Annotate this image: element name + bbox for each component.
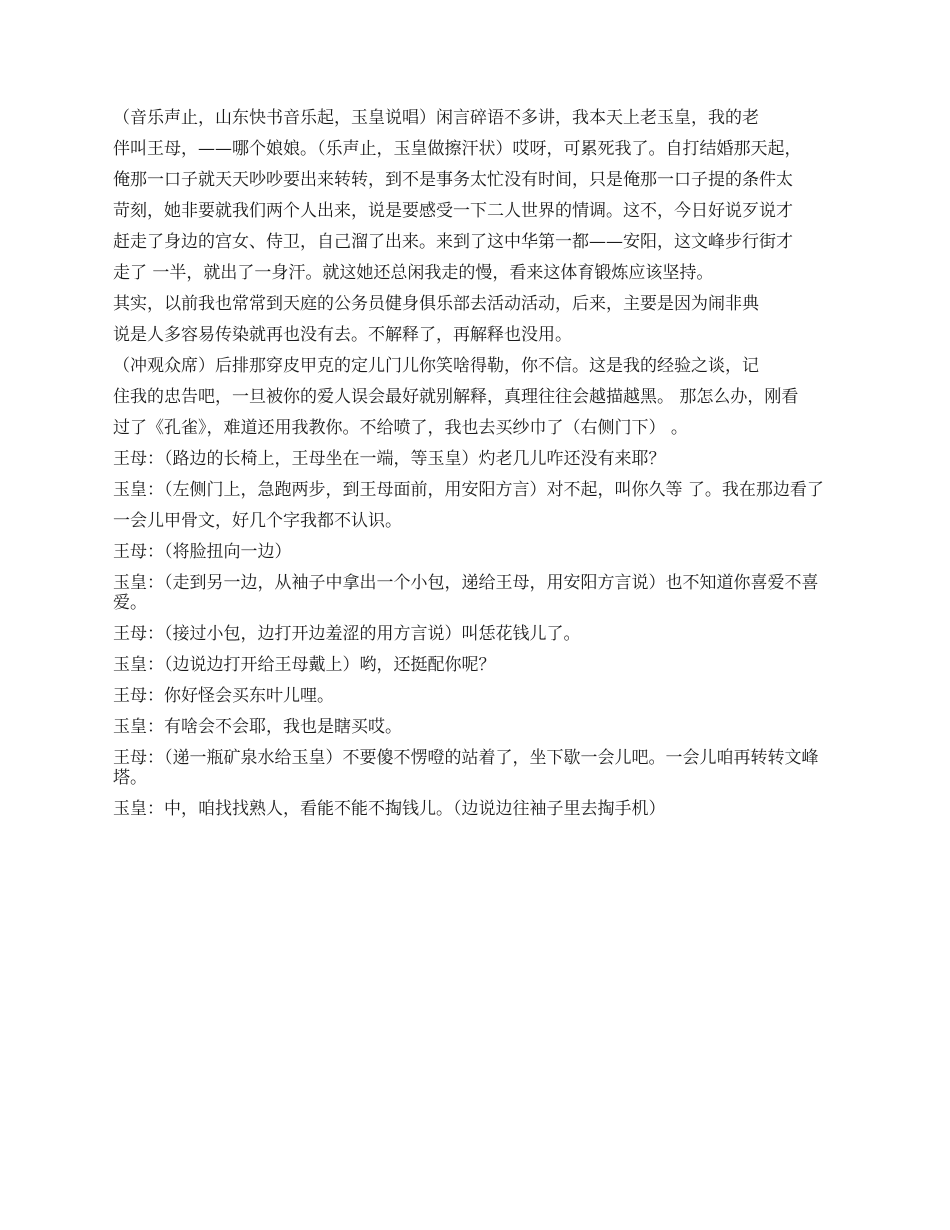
dialogue-line-yuhuang-5: 玉皇：中，咱找找熟人，看能不能不掏钱儿。（边说边往袖子里去掏手机）	[113, 799, 666, 819]
text-line-3: 俺那一口子就天天吵吵要出来转转，到不是事务太忙没有时间，只是俺那一口子提的条件太	[113, 170, 793, 190]
dialogue-line-yuhuang-1: 玉皇：（左侧门上，急跑两步，到王母面前，用安阳方言）对不起，叫你久等 了。我在那边看了	[113, 480, 824, 500]
dialogue-line-wangmu-4: 王母：你好怪会买东叶儿哩。	[113, 686, 334, 706]
dialogue-line-yuhuang-2: 玉皇：（走到另一边，从袖子中拿出一个小包，递给王母，用安阳方言说）也不知道你喜爱不喜爱。	[113, 573, 819, 613]
text-line-5: 赶走了身边的宫女、侍卫，自己溜了出来。来到了这中华第一都——安阳，这文峰步行街才	[113, 232, 793, 252]
text-line-10: 住我的忠告吧，一旦被你的爱人误会最好就别解释，真理往往会越描越黑。 那怎么办，刚看	[113, 387, 799, 407]
text-line-11: 过了《孔雀》，难道还用我教你。不给喷了，我也去买纱巾了（右侧门下） 。	[113, 418, 688, 438]
dialogue-line-yuhuang-4: 玉皇：有啥会不会耶，我也是瞎买哎。	[113, 717, 402, 737]
text-line-4: 苛刻，她非要就我们两个人出来，说是要感受一下二人世界的情调。这不，今日好说歹说才	[113, 201, 793, 221]
dialogue-line-wangmu-3: 王母：（接过小包，边打开边羞涩的用方言说）叫恁花钱儿了。	[113, 624, 581, 644]
text-line-9: （冲观众席）后排那穿皮甲克的定儿门儿你笑啥得勒，你不信。这是我的经验之谈，记	[113, 356, 759, 376]
text-line-2: 伴叫王母，——哪个娘娘。（乐声止，玉皇做擦汗状）哎呀，可累死我了。自打结婚那天起，	[113, 139, 802, 159]
dialogue-line-yuhuang-1-cont: 一会儿甲骨文，好几个字我都不认识。	[113, 511, 402, 531]
dialogue-line-wangmu-5: 王母：（递一瓶矿泉水给玉皇）不要傻不愣噔的站着了，坐下歇一会儿吧。一会儿咱再转转文峰塔。	[113, 748, 819, 788]
text-line-6: 走了 一半，就出了一身汗。就这她还总闲我走的慢，看来这体育锻炼应该坚持。	[113, 263, 714, 283]
dialogue-line-yuhuang-3: 玉皇：（边说边打开给王母戴上）哟，还挺配你呢？	[113, 655, 496, 675]
document-body	[113, 108, 843, 830]
dialogue-line-wangmu-1: 王母：（路边的长椅上，王母坐在一端，等玉皇）灼老几儿咋还没有来耶？	[113, 449, 666, 469]
text-line-7: 其实，以前我也常常到天庭的公务员健身俱乐部去活动活动，后来，主要是因为闹非典	[113, 294, 759, 314]
text-line-8: 说是人多容易传染就再也没有去。不解释了，再解释也没用。	[113, 325, 572, 345]
text-line-1: （音乐声止，山东快书音乐起，玉皇说唱）闲言碎语不多讲，我本天上老玉皇，我的老	[113, 108, 759, 128]
dialogue-line-wangmu-2: 王母：（将脸扭向一边）	[113, 542, 292, 562]
